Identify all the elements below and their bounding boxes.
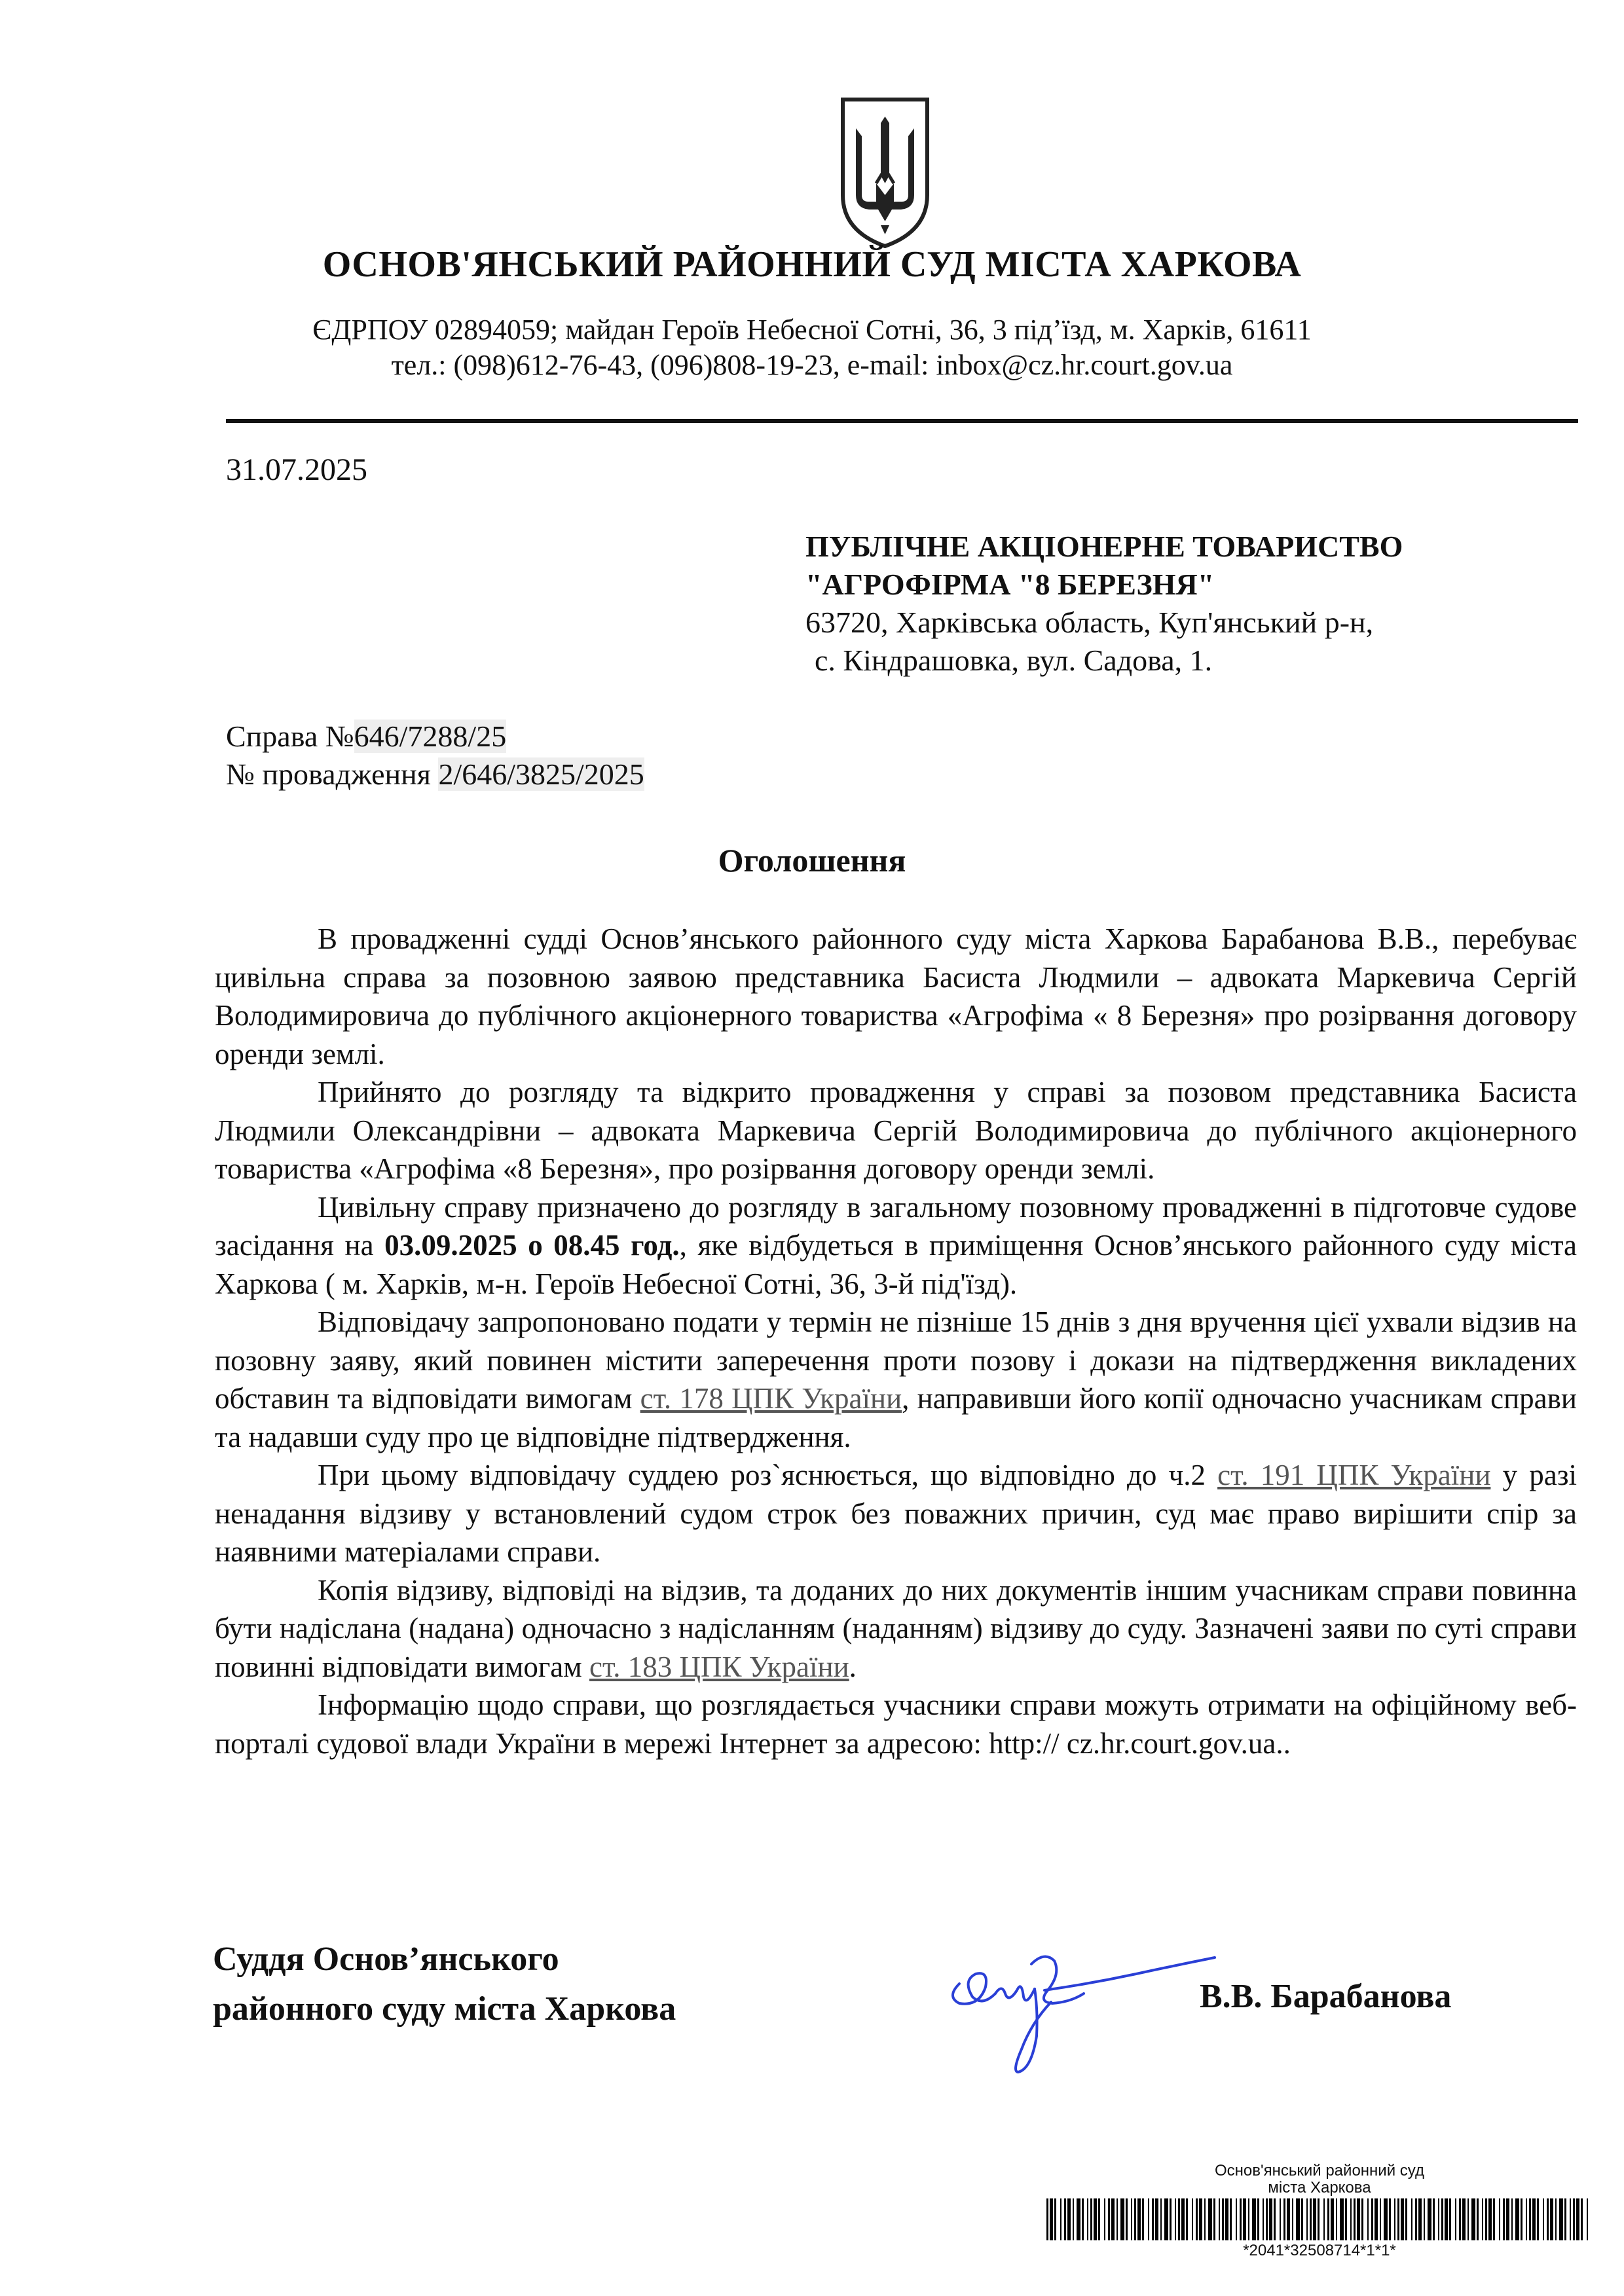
barcode-bar: [1170, 2198, 1172, 2240]
barcode-bar: [1280, 2198, 1281, 2240]
barcode-bar: [1526, 2198, 1527, 2240]
barcode-bar: [1354, 2198, 1356, 2240]
barcode-bar: [1367, 2198, 1369, 2240]
barcode-bar: [1204, 2198, 1206, 2240]
paragraph-7: Інформацію щодо справи, що розглядається учасники справи можуть отримати на офіційному веб-порталі судової влади України в мережі Інтернет за адресою: http:// cz.hr.court.gov.ua..: [215, 1688, 1577, 1760]
barcode-bar: [1415, 2198, 1417, 2240]
barcode-bar: [1345, 2198, 1347, 2240]
judge-title: [213, 1935, 676, 2034]
court-name: ОСНОВ'ЯНСЬКИЙ РАЙОННИЙ СУД МІСТА ХАРКОВА: [322, 244, 1302, 285]
barcode-bar: [1587, 2198, 1588, 2240]
barcode-bar: [1134, 2198, 1136, 2240]
addressee-block: [805, 528, 1526, 680]
barcode-bar: [1340, 2198, 1344, 2240]
barcode-bar: [1243, 2198, 1246, 2240]
paragraph-5-text: При цьому відповідачу суддею роз`яснюється, що відповідно до ч.2: [318, 1459, 1218, 1491]
barcode-bar: [1310, 2198, 1312, 2240]
barcode-bar: [1438, 2198, 1439, 2240]
barcode-bar: [1331, 2198, 1334, 2240]
barcode-bar: [1493, 2198, 1495, 2240]
barcode-bar: [1208, 2198, 1212, 2240]
barcode-bar: [1405, 2198, 1407, 2240]
barcode-bar: [1152, 2198, 1154, 2240]
barcode-bar: [1401, 2198, 1404, 2240]
court-requisites: ЄДРПОУ 02894059; майдан Героїв Небесної Сотні, 36, 3 під’їзд, м. Харків, 61611: [312, 314, 1312, 346]
proceeding-label: № провадження: [226, 757, 439, 791]
barcode-bar: [1060, 2198, 1061, 2240]
barcode-bar: [1098, 2198, 1100, 2240]
addressee-name-line1: ПУБЛІЧНЕ АКЦІОНЕРНЕ ТОВАРИСТВО: [805, 530, 1403, 563]
barcode-bar: [1573, 2198, 1575, 2240]
law-link-art-191[interactable]: ст. 191 ЦПК України: [1217, 1459, 1491, 1491]
paragraph-6-text: Копія відзиву, відповіді на відзив, та доданих до них документів іншим учасникам справи повинна бути надіслана (надана) одночасно з надісланням (наданням) відзиву до суду. Зазначені заяви по суті справи повинні відповідати вимогам: [215, 1573, 1577, 1683]
barcode-bar: [1411, 2198, 1412, 2240]
barcode-bar: [1077, 2198, 1080, 2240]
barcode-bar: [1131, 2198, 1132, 2240]
barcode-bar: [1380, 2198, 1381, 2240]
barcode-bar: [1357, 2198, 1360, 2240]
barcode-bar: [1104, 2198, 1105, 2240]
paragraph-3-text: Цивільну справу призначено до розгляду в загальному позовному провадженні в підготовче судове засідання на: [215, 1190, 1577, 1262]
barcode-bar: [1488, 2198, 1492, 2240]
barcode-bar: [1199, 2198, 1202, 2240]
barcode-bar: [1550, 2198, 1553, 2240]
barcode-bar: [1418, 2198, 1422, 2240]
barcode-bar: [1467, 2198, 1469, 2240]
judge-title-line2: районного суду міста Харкова: [213, 1990, 676, 2028]
barcode-bar: [1449, 2198, 1451, 2240]
paragraph-4-text-end: , направивши його копії одночасно учасникам справи та надавши суду про це відповідне підтвердження.: [215, 1382, 1577, 1453]
barcode-bar: [1082, 2198, 1084, 2240]
barcode-bar: [1064, 2198, 1066, 2240]
barcode-bar: [1336, 2198, 1337, 2240]
barcode-bar: [1067, 2198, 1071, 2240]
paragraph-4-text: Відповідачу запропоновано подати у термін не пізніше 15 днів з дня вручення цієї ухвали відзив на позовну заяву, який повинен містити заперечення проти позову і докази на підтвердження викладених обставин та відповідати вимогам: [215, 1305, 1577, 1415]
barcode-bar: [1213, 2198, 1215, 2240]
header-divider: [226, 419, 1578, 423]
barcode-bar: [1155, 2198, 1158, 2240]
hearing-datetime: 03.09.2025 о 08.45 год.: [384, 1229, 680, 1262]
paragraph-6-text-end: .: [849, 1650, 857, 1683]
barcode-bar: [1462, 2198, 1466, 2240]
barcode-bar: [1327, 2198, 1329, 2240]
barcode-bar: [1094, 2198, 1097, 2240]
barcode-bar: [1570, 2198, 1571, 2240]
paragraph-1: В провадженні судді Основ’янського районного суду міста Харкова Барабанова В.В., перебуває цивільна справа за позовною заявою представника Басиста Людмили – адвоката Маркевича Сергій Володимировича до публічного акціонерного товариства «Агрофіма « 8 Березня» про розірвання договору оренди землі.: [215, 922, 1577, 1070]
barcode-bar: [1350, 2198, 1352, 2240]
barcode-bar: [1424, 2198, 1425, 2240]
barcode-bar: [1108, 2198, 1110, 2240]
barcode-bar: [1389, 2198, 1391, 2240]
barcode-bar: [1482, 2198, 1483, 2240]
barcode-bar: [1219, 2198, 1220, 2240]
barcode-bar: [1046, 2198, 1048, 2240]
barcode: [1046, 2198, 1590, 2240]
barcode-bar: [1266, 2198, 1268, 2240]
barcode-bar: [1515, 2198, 1519, 2240]
judge-name: В.В. Барабанова: [1200, 1978, 1452, 2015]
barcode-bar: [1499, 2198, 1500, 2240]
barcode-bar: [1192, 2198, 1193, 2240]
barcode-bar: [1248, 2198, 1249, 2240]
barcode-bar: [1269, 2198, 1272, 2240]
document-heading: Оголошення: [718, 842, 906, 879]
case-number: 646/7288/25: [354, 720, 507, 753]
barcode-bar: [1111, 2198, 1115, 2240]
law-link-art-183[interactable]: ст. 183 ЦПК України: [589, 1650, 849, 1683]
barcode-bar: [1240, 2198, 1242, 2240]
barcode-bar: [1230, 2198, 1232, 2240]
barcode-bar: [1576, 2198, 1579, 2240]
barcode-bar: [1521, 2198, 1522, 2240]
barcode-bar: [1196, 2198, 1198, 2240]
barcode-bar: [1537, 2198, 1539, 2240]
barcode-bar: [1054, 2198, 1056, 2240]
barcode-bar: [1371, 2198, 1373, 2240]
barcode-bar: [1511, 2198, 1513, 2240]
handwritten-signature: [940, 1925, 1221, 2082]
barcode-bar: [1283, 2198, 1285, 2240]
proceeding-number: 2/646/3825/2025: [438, 757, 644, 791]
case-label: Справа №: [226, 720, 354, 753]
barcode-bar: [1477, 2198, 1479, 2240]
barcode-bar: [1050, 2198, 1053, 2240]
registry-stamp: [1048, 2162, 1591, 2196]
stamp-court-line2: міста Харкова: [1268, 2179, 1371, 2196]
barcode-bar: [1529, 2198, 1531, 2240]
document-date: 31.07.2025: [226, 452, 367, 487]
barcode-bar: [1120, 2198, 1124, 2240]
barcode-bar: [1222, 2198, 1224, 2240]
court-contacts: тел.: (098)612-76-43, (096)808-19-23, e-mail: inbox@cz.hr.court.gov.ua: [391, 349, 1233, 381]
barcode-bar: [1441, 2198, 1443, 2240]
barcode-number: *2041*32508714*1*1*: [1243, 2242, 1396, 2259]
paragraph-3-text-end: , яке відбудеться в приміщення Основ’янського районного суду міста Харкова ( м. Харків, м-н. Героїв Небесної Сотні, 36, 3-й під'їзд).: [215, 1229, 1578, 1300]
addressee-address-line2: с. Кіндрашовка, вул. Садова, 1.: [815, 644, 1213, 677]
barcode-bar: [1506, 2198, 1509, 2240]
barcode-bar: [1274, 2198, 1276, 2240]
barcode-bar: [1361, 2198, 1363, 2240]
barcode-bar: [1485, 2198, 1487, 2240]
barcode-bar: [1263, 2198, 1264, 2240]
barcode-bar: [1175, 2198, 1176, 2240]
barcode-bar: [1559, 2198, 1563, 2240]
barcode-bar: [1236, 2198, 1237, 2240]
barcode-bar: [1186, 2198, 1188, 2240]
barcode-bar: [1394, 2198, 1395, 2240]
barcode-bar: [1318, 2198, 1320, 2240]
barcode-bar: [1532, 2198, 1536, 2240]
barcode-bar: [1160, 2198, 1162, 2240]
barcode-bar: [1142, 2198, 1144, 2240]
barcode-bar: [1397, 2198, 1399, 2240]
barcode-bar: [1257, 2198, 1259, 2240]
barcode-bar: [1433, 2198, 1435, 2240]
barcode-bar: [1445, 2198, 1448, 2240]
barcode-bar: [1543, 2198, 1544, 2240]
announcement-body: [215, 920, 1577, 1762]
barcode-bar: [1428, 2198, 1431, 2240]
barcode-bar: [1225, 2198, 1228, 2240]
paragraph-6: [215, 1571, 1577, 1686]
barcode-bar: [1090, 2198, 1092, 2240]
case-reference: [226, 718, 644, 793]
judge-title-line1: Суддя Основ’янського: [213, 1941, 559, 1978]
barcode-bar: [1555, 2198, 1557, 2240]
addressee-address-line1: 63720, Харківська область, Куп'янський р-н,: [805, 606, 1374, 639]
barcode-bar: [1547, 2198, 1549, 2240]
barcode-bar: [1581, 2198, 1583, 2240]
barcode-bar: [1375, 2198, 1378, 2240]
barcode-bar: [1471, 2198, 1475, 2240]
barcode-bar: [1455, 2198, 1456, 2240]
barcode-bar: [1116, 2198, 1118, 2240]
barcode-bar: [1287, 2198, 1290, 2240]
stamp-court-line1: Основ'янський районний суд: [1215, 2162, 1424, 2179]
barcode-bar: [1503, 2198, 1505, 2240]
coat-of-arms-icon: [840, 97, 930, 249]
barcode-bar: [1301, 2198, 1303, 2240]
paragraph-5: [215, 1456, 1577, 1571]
barcode-bar: [1459, 2198, 1461, 2240]
barcode-bar: [1126, 2198, 1128, 2240]
barcode-bar: [1178, 2198, 1180, 2240]
barcode-bar: [1164, 2198, 1168, 2240]
barcode-bar: [1137, 2198, 1141, 2240]
barcode-bar: [1306, 2198, 1308, 2240]
paragraph-5-text-end: у разі ненадання відзиву у встановлений судом строк без поважних причин, суд має право вирішити спір за наявними матеріалами справи.: [215, 1459, 1577, 1568]
barcode-bar: [1181, 2198, 1185, 2240]
addressee-name-line2: "АГРОФІРМА "8 БЕРЕЗНЯ": [805, 568, 1215, 601]
barcode-bar: [1313, 2198, 1316, 2240]
barcode-bar: [1073, 2198, 1074, 2240]
barcode-bar: [1148, 2198, 1149, 2240]
barcode-bar: [1087, 2198, 1088, 2240]
barcode-bar: [1296, 2198, 1300, 2240]
barcode-bar: [1292, 2198, 1293, 2240]
barcode-bar: [1564, 2198, 1566, 2240]
barcode-bar: [1252, 2198, 1256, 2240]
barcode-bar: [1384, 2198, 1388, 2240]
paragraph-2: Прийнято до розгляду та відкрито провадження у справі за позовом представника Басиста Людмили Олександрівни – адвоката Маркевича Сергій Володимировича до публічного акціонерного товариства «Агрофіма «8 Березня», про розірвання договору оренди землі.: [215, 1076, 1577, 1185]
paragraph-4: [215, 1303, 1577, 1456]
paragraph-3: [215, 1188, 1577, 1303]
law-link-art-178[interactable]: ст. 178 ЦПК України: [640, 1382, 902, 1415]
barcode-bar: [1323, 2198, 1325, 2240]
